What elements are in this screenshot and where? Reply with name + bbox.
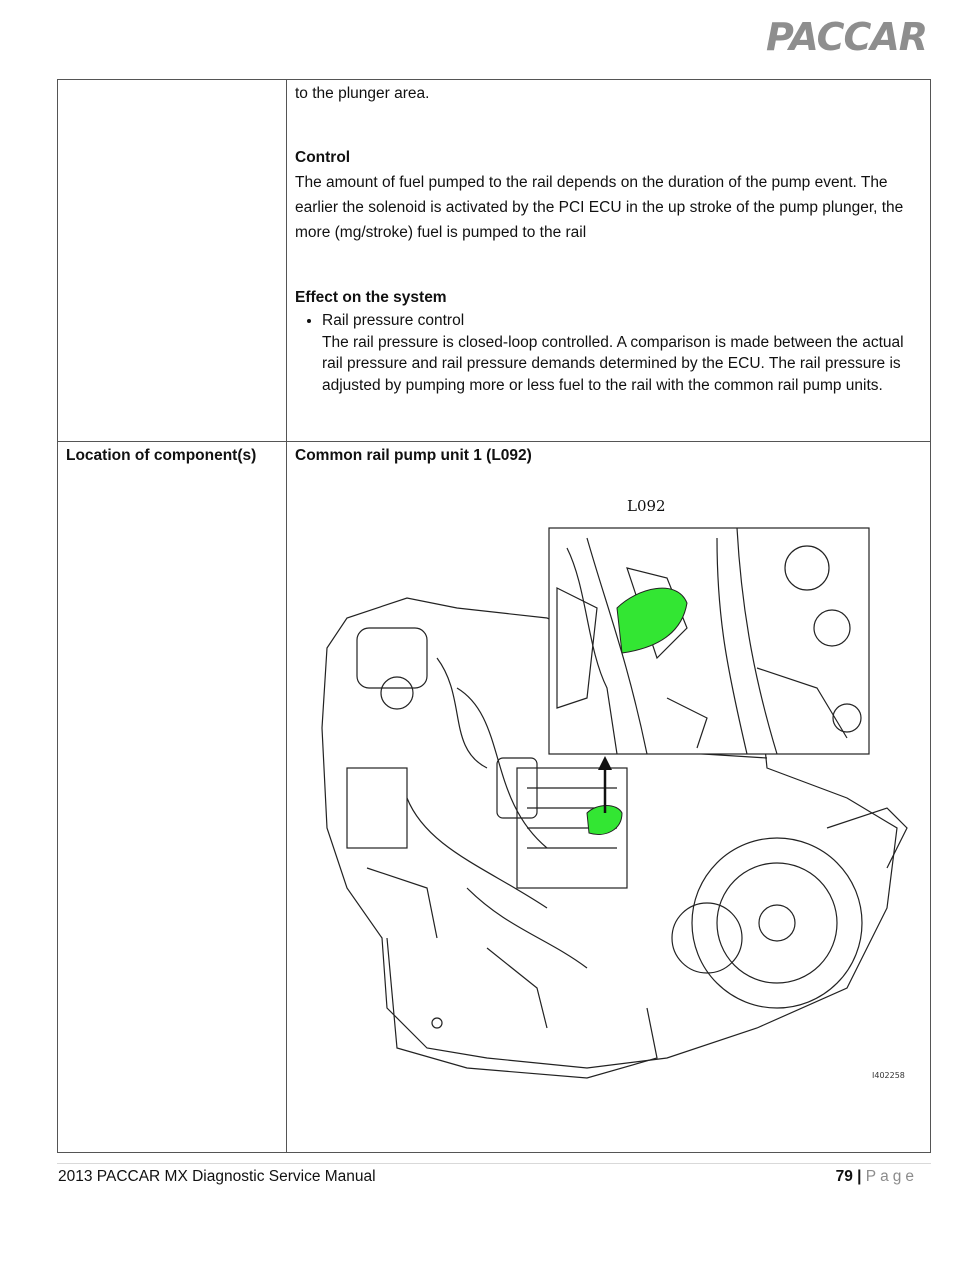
page-number: 79 [835, 1168, 853, 1185]
page-indicator [836, 1168, 918, 1186]
location-label: Location of component(s) [66, 447, 257, 464]
page-word: Page [865, 1168, 918, 1185]
content-table [57, 79, 931, 1153]
left-label-cell [58, 442, 287, 1153]
page-separator: | [857, 1168, 862, 1185]
footer-title: 2013 PACCAR MX Diagnostic Service Manual [58, 1168, 376, 1185]
figure-cell [287, 442, 931, 1153]
callout-label: L092 [627, 497, 666, 515]
engine-illustration [287, 468, 923, 1128]
effect-bullet-list [295, 310, 922, 396]
list-item [322, 310, 922, 396]
bullet-title: • Rail pressure control [322, 312, 465, 329]
effect-heading: Effect on the system [295, 289, 447, 306]
footer-divider [57, 1163, 931, 1164]
figure-heading: Common rail pump unit 1 (L092) [295, 447, 532, 464]
description-cell [287, 80, 931, 442]
engine-figure [287, 468, 923, 1128]
left-cell-empty [58, 80, 287, 442]
control-heading: Control [295, 149, 351, 166]
control-text: The amount of fuel pumped to the rail depends on the duration of the pump event. The earlier the solenoid is activated by the PCI ECU in the up stroke of the pump plunger, the more (mg/stroke) fuel is pumped to the rail [295, 174, 904, 241]
table-row [58, 442, 931, 1153]
table-row [58, 80, 931, 442]
figure-id: I402258 [872, 1071, 905, 1080]
paccar-logo: PACCAR [766, 15, 928, 59]
continuation-text: to the plunger area. [295, 85, 430, 102]
bullet-text: The rail pressure is closed-loop controlled. A comparison is made between the actual rail pressure and rail pressure demands determined by the ECU. The rail pressure is adjusted by pumping more or less fuel to the rail with the common rail pump units. [322, 333, 904, 394]
